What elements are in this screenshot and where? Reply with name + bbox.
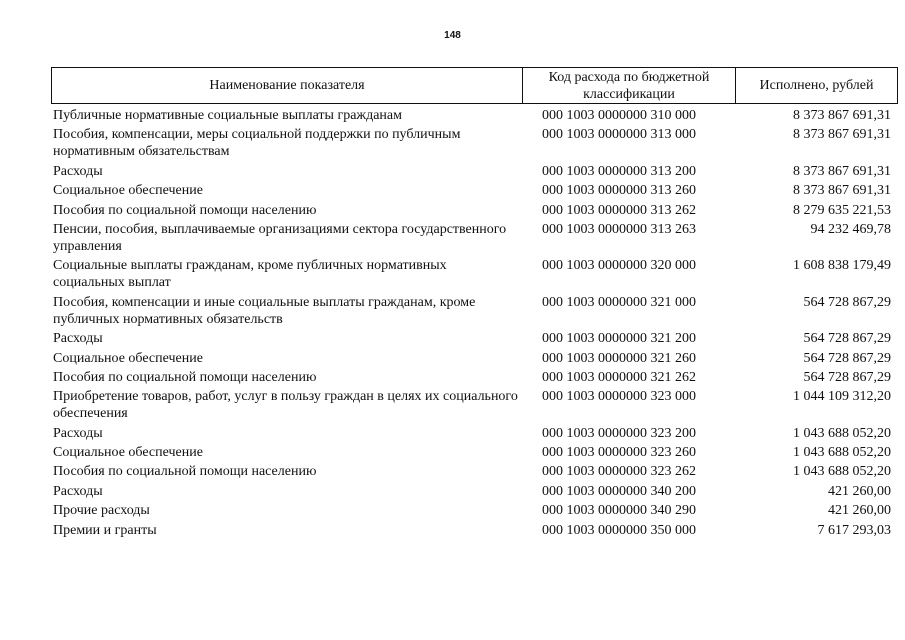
row-name: Приобретение товаров, работ, услуг в пользу граждан в целях их социального обеспечения — [53, 389, 518, 422]
row-name: Расходы — [53, 331, 103, 347]
row-value: 1 608 838 179,49 — [793, 258, 891, 274]
row-value: 1 044 109 312,20 — [793, 389, 891, 405]
row-value: 1 043 688 052,20 — [793, 445, 891, 461]
header-executed: Исполнено, рублей — [759, 78, 874, 93]
row-value: 8 373 867 691,31 — [793, 183, 891, 199]
row-code: 000 1003 0000000 321 260 — [542, 350, 696, 366]
table-row — [51, 182, 898, 199]
row-name: Социальное обеспечение — [53, 350, 203, 366]
row-name: Прочие расходы — [53, 503, 150, 519]
row-code: 000 1003 0000000 310 000 — [542, 108, 696, 123]
table-row — [51, 163, 898, 180]
row-value: 421 260,00 — [828, 483, 891, 499]
row-value: 94 232 469,78 — [810, 221, 891, 237]
row-code: 000 1003 0000000 323 200 — [542, 425, 696, 441]
table-row — [51, 388, 898, 422]
table-row — [51, 294, 898, 328]
page-number: 148 — [444, 30, 461, 41]
table-row — [51, 221, 898, 255]
row-code: 000 1003 0000000 313 260 — [542, 183, 696, 199]
table-row — [51, 502, 898, 519]
row-value: 8 279 635 221,53 — [793, 202, 891, 218]
row-value: 564 728 867,29 — [803, 369, 891, 385]
row-value: 421 260,00 — [828, 503, 891, 519]
row-code: 000 1003 0000000 340 200 — [542, 483, 696, 499]
table-row — [51, 107, 898, 124]
table-row — [51, 330, 898, 347]
row-value: 7 617 293,03 — [817, 522, 891, 538]
row-name: Социальные выплаты гражданам, кроме публичных нормативных социальных выплат — [53, 258, 447, 291]
row-code: 000 1003 0000000 321 000 — [542, 294, 696, 310]
table-row — [51, 463, 898, 480]
row-name: Пособия, компенсации и иные социальные выплаты гражданам, кроме публичных нормативных обязательств — [53, 294, 476, 327]
row-code: 000 1003 0000000 323 262 — [542, 464, 696, 480]
row-code: 000 1003 0000000 323 260 — [542, 445, 696, 461]
header-name: Наименование показателя — [52, 68, 523, 103]
row-value: 1 043 688 052,20 — [793, 425, 891, 441]
row-name: Премии и гранты — [53, 522, 157, 538]
row-name: Пенсии, пособия, выплачиваемые организациями сектора государственного управления — [53, 221, 507, 254]
table-row — [51, 369, 898, 386]
row-value: 8 373 867 691,31 — [793, 163, 891, 179]
row-code: 000 1003 0000000 313 200 — [542, 163, 696, 179]
row-name: Пособия по социальной помощи населению — [53, 202, 317, 218]
row-code: 000 1003 0000000 350 000 — [542, 522, 696, 538]
table-row — [51, 522, 898, 539]
table-row — [51, 257, 898, 291]
table-row — [51, 126, 898, 160]
row-name: Пособия по социальной помощи населению — [53, 369, 317, 385]
row-value: 564 728 867,29 — [803, 350, 891, 366]
row-name: Пособия по социальной помощи населению — [53, 464, 317, 480]
row-code: 000 1003 0000000 313 000 — [542, 127, 696, 143]
table-row — [51, 202, 898, 219]
row-code: 000 1003 0000000 320 000 — [542, 258, 696, 274]
row-value: 8 373 867 691,31 — [793, 127, 891, 143]
row-code: 000 1003 0000000 321 200 — [542, 331, 696, 347]
table-row — [51, 444, 898, 461]
row-value: 564 728 867,29 — [803, 294, 891, 310]
row-name: Социальное обеспечение — [53, 445, 203, 461]
row-value: 564 728 867,29 — [803, 331, 891, 347]
row-value: 8 373 867 691,31 — [793, 108, 891, 123]
row-code: 000 1003 0000000 313 262 — [542, 202, 696, 218]
row-name: Расходы — [53, 483, 103, 499]
table-header — [51, 67, 898, 104]
row-name: Публичные нормативные социальные выплаты гражданам — [53, 108, 402, 123]
table-row — [51, 425, 898, 442]
row-name: Социальное обеспечение — [53, 183, 203, 199]
row-name: Пособия, компенсации, меры социальной поддержки по публичным нормативным обязательствам — [53, 127, 461, 160]
table-body — [51, 107, 898, 541]
row-code: 000 1003 0000000 321 262 — [542, 369, 696, 385]
table-row — [51, 350, 898, 367]
row-name: Расходы — [53, 425, 103, 441]
row-code: 000 1003 0000000 323 000 — [542, 389, 696, 405]
row-code: 000 1003 0000000 313 263 — [542, 221, 696, 237]
table-row — [51, 483, 898, 500]
row-value: 1 043 688 052,20 — [793, 464, 891, 480]
row-code: 000 1003 0000000 340 290 — [542, 503, 696, 519]
row-name: Расходы — [53, 163, 103, 179]
header-code: Код расхода по бюджетной классификации — [523, 68, 736, 103]
